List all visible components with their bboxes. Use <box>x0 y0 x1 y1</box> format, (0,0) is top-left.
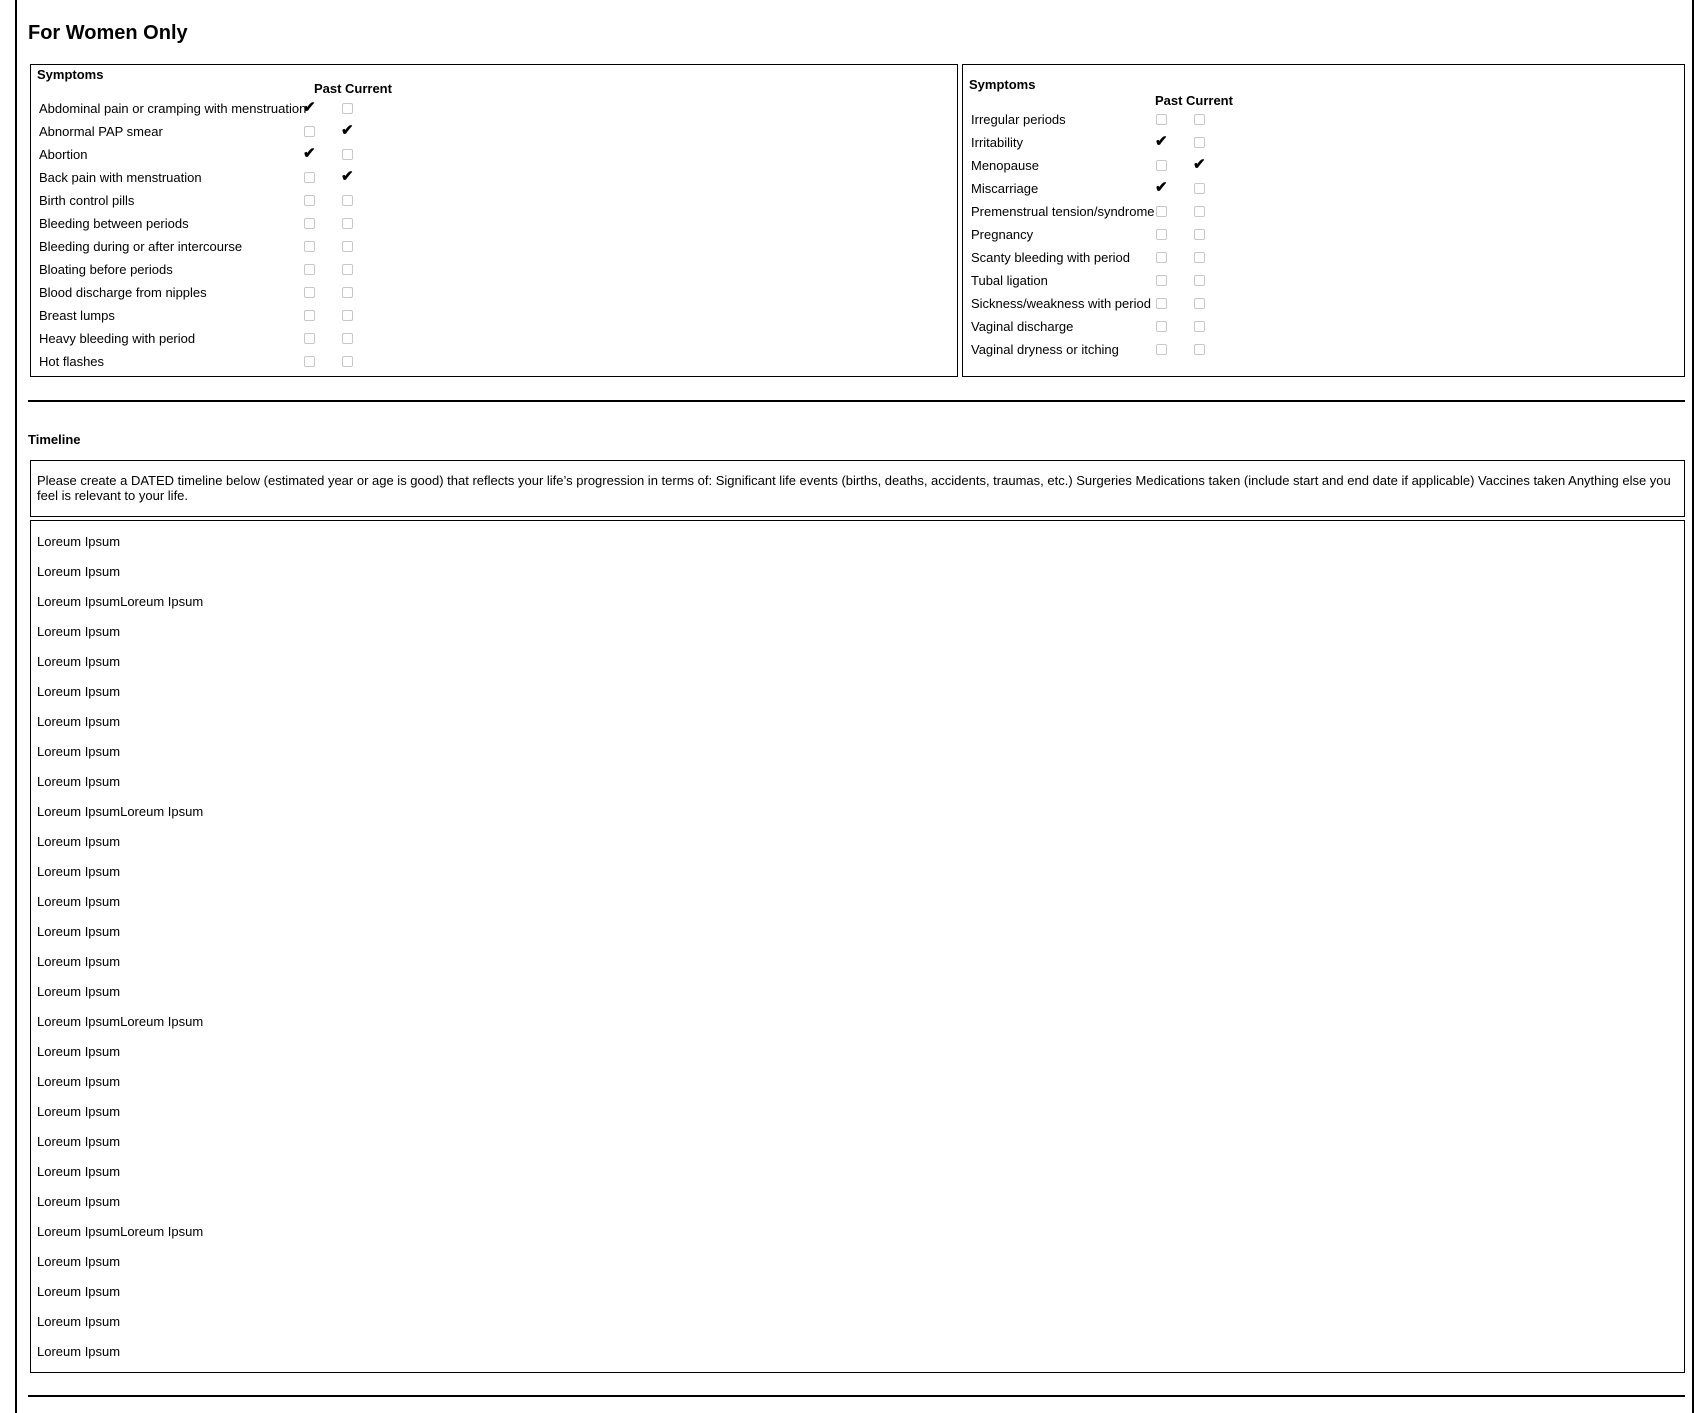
column-header-current: Current <box>345 81 392 96</box>
past-checkbox[interactable] <box>304 195 315 206</box>
past-checkmark-icon[interactable]: ✔ <box>1155 133 1168 150</box>
symptoms-panel-right <box>962 64 1685 377</box>
current-checkbox[interactable] <box>1194 229 1205 240</box>
symptom-label: Bleeding between periods <box>39 216 189 231</box>
past-checkbox[interactable] <box>304 310 315 321</box>
timeline-entries <box>30 520 1685 1373</box>
past-checkbox[interactable] <box>304 218 315 229</box>
timeline-entry: Loreum Ipsum <box>37 774 121 789</box>
timeline-entry: Loreum Ipsum <box>37 744 121 759</box>
timeline-entry: Loreum Ipsum <box>37 1104 121 1119</box>
symptom-label: Vaginal discharge <box>971 319 1074 334</box>
current-checkbox[interactable] <box>1194 183 1205 194</box>
current-checkbox[interactable] <box>1194 275 1205 286</box>
symptom-label: Premenstrual tension/syndrome <box>971 204 1155 219</box>
timeline-entry: Loreum Ipsum <box>37 624 121 639</box>
timeline-entry: Loreum IpsumLoreum Ipsum <box>37 804 204 819</box>
symptom-label: Abdominal pain or cramping with menstruation <box>39 101 307 116</box>
symptom-label: Menopause <box>971 158 1039 173</box>
symptom-label: Bloating before periods <box>39 262 173 277</box>
column-header-current: Current <box>1186 93 1233 108</box>
past-checkbox[interactable] <box>304 287 315 298</box>
symptoms-title: Symptoms <box>37 67 104 82</box>
timeline-entry: Loreum Ipsum <box>37 684 121 699</box>
timeline-entry: Loreum Ipsum <box>37 1134 121 1149</box>
symptoms-title: Symptoms <box>969 77 1036 92</box>
timeline-entry: Loreum Ipsum <box>37 864 121 879</box>
past-checkbox[interactable] <box>1156 275 1167 286</box>
timeline-entry: Loreum Ipsum <box>37 924 121 939</box>
current-checkbox[interactable] <box>1194 206 1205 217</box>
timeline-entry: Loreum Ipsum <box>37 834 121 849</box>
symptom-label: Irregular periods <box>971 112 1066 127</box>
current-checkbox[interactable] <box>342 149 353 160</box>
timeline-entry: Loreum IpsumLoreum Ipsum <box>37 1224 204 1239</box>
symptom-label: Miscarriage <box>971 181 1039 196</box>
timeline-entry: Loreum Ipsum <box>37 1044 121 1059</box>
symptom-label: Irritability <box>971 135 1024 150</box>
current-checkbox[interactable] <box>342 218 353 229</box>
current-checkmark-icon[interactable]: ✔ <box>341 122 354 139</box>
section-divider <box>28 400 1685 402</box>
symptom-label: Blood discharge from nipples <box>39 285 207 300</box>
timeline-entry: Loreum Ipsum <box>37 564 121 579</box>
current-checkbox[interactable] <box>1194 114 1205 125</box>
current-checkbox[interactable] <box>342 195 353 206</box>
timeline-entry: Loreum Ipsum <box>37 1254 121 1269</box>
symptom-label: Bleeding during or after intercourse <box>39 239 243 254</box>
timeline-entry: Loreum Ipsum <box>37 1074 121 1089</box>
current-checkbox[interactable] <box>342 333 353 344</box>
symptoms-panel-left <box>30 64 958 377</box>
current-checkmark-icon[interactable]: ✔ <box>341 168 354 185</box>
past-checkbox[interactable] <box>304 356 315 367</box>
past-checkbox[interactable] <box>1156 206 1167 217</box>
past-checkbox[interactable] <box>304 333 315 344</box>
timeline-entry: Loreum Ipsum <box>37 894 121 909</box>
timeline-title: Timeline <box>28 432 81 447</box>
symptom-label: Hot flashes <box>39 354 105 369</box>
column-header-past: Past <box>314 81 342 96</box>
symptom-label: Abortion <box>39 147 88 162</box>
current-checkbox[interactable] <box>1194 344 1205 355</box>
timeline-entry: Loreum Ipsum <box>37 1164 121 1179</box>
timeline-entry: Loreum Ipsum <box>37 1284 121 1299</box>
timeline-entry: Loreum IpsumLoreum Ipsum <box>37 1014 204 1029</box>
past-checkbox[interactable] <box>1156 344 1167 355</box>
symptom-label: Sickness/weakness with period <box>971 296 1151 311</box>
symptom-label: Back pain with menstruation <box>39 170 202 185</box>
past-checkbox[interactable] <box>304 241 315 252</box>
symptom-label: Breast lumps <box>39 308 115 323</box>
timeline-entry: Loreum Ipsum <box>37 654 121 669</box>
symptom-label: Heavy bleeding with period <box>39 331 196 346</box>
current-checkbox[interactable] <box>1194 137 1205 148</box>
timeline-entry: Loreum Ipsum <box>37 534 121 549</box>
section-divider <box>28 1395 1685 1397</box>
past-checkbox[interactable] <box>304 264 315 275</box>
past-checkmark-icon[interactable]: ✔ <box>303 99 316 116</box>
current-checkbox[interactable] <box>342 356 353 367</box>
column-header-past: Past <box>1155 93 1183 108</box>
timeline-entry: Loreum Ipsum <box>37 984 121 999</box>
current-checkbox[interactable] <box>342 287 353 298</box>
past-checkbox[interactable] <box>1156 160 1167 171</box>
past-checkbox[interactable] <box>1156 252 1167 263</box>
symptom-label: Pregnancy <box>971 227 1034 242</box>
current-checkbox[interactable] <box>342 103 353 114</box>
past-checkbox[interactable] <box>1156 298 1167 309</box>
current-checkbox[interactable] <box>1194 321 1205 332</box>
past-checkbox[interactable] <box>304 126 315 137</box>
timeline-entry: Loreum Ipsum <box>37 1314 121 1329</box>
page-border-left <box>15 0 17 1413</box>
symptom-label: Vaginal dryness or itching <box>971 342 1119 357</box>
current-checkbox[interactable] <box>1194 298 1205 309</box>
symptom-label: Abnormal PAP smear <box>39 124 163 139</box>
current-checkmark-icon[interactable]: ✔ <box>1193 156 1206 173</box>
timeline-entry: Loreum Ipsum <box>37 1344 121 1359</box>
past-checkmark-icon[interactable]: ✔ <box>1155 179 1168 196</box>
current-checkbox[interactable] <box>342 264 353 275</box>
past-checkbox[interactable] <box>304 172 315 183</box>
timeline-entry: Loreum Ipsum <box>37 714 121 729</box>
current-checkbox[interactable] <box>1194 252 1205 263</box>
past-checkmark-icon[interactable]: ✔ <box>303 145 316 162</box>
past-checkbox[interactable] <box>1156 321 1167 332</box>
current-checkbox[interactable] <box>342 241 353 252</box>
symptom-label: Tubal ligation <box>971 273 1048 288</box>
symptom-label: Scanty bleeding with period <box>971 250 1130 265</box>
symptom-label: Birth control pills <box>39 193 135 208</box>
past-checkbox[interactable] <box>1156 229 1167 240</box>
past-checkbox[interactable] <box>1156 114 1167 125</box>
page-title: For Women Only <box>28 22 188 44</box>
timeline-entry: Loreum Ipsum <box>37 1194 121 1209</box>
current-checkbox[interactable] <box>342 310 353 321</box>
timeline-instructions: Please create a DATED timeline below (estimated year or age is good) that reflects your life’s progression in terms of: Significant life events (births, deaths, accidents, traumas, etc.) Surgeries Medications taken (include start and end date if applicable) Vaccines taken Anything else you feel is relevant to your life. <box>30 460 1685 517</box>
page-border-right <box>1692 0 1694 1413</box>
timeline-entry: Loreum Ipsum <box>37 954 121 969</box>
timeline-entry: Loreum IpsumLoreum Ipsum <box>37 594 204 609</box>
